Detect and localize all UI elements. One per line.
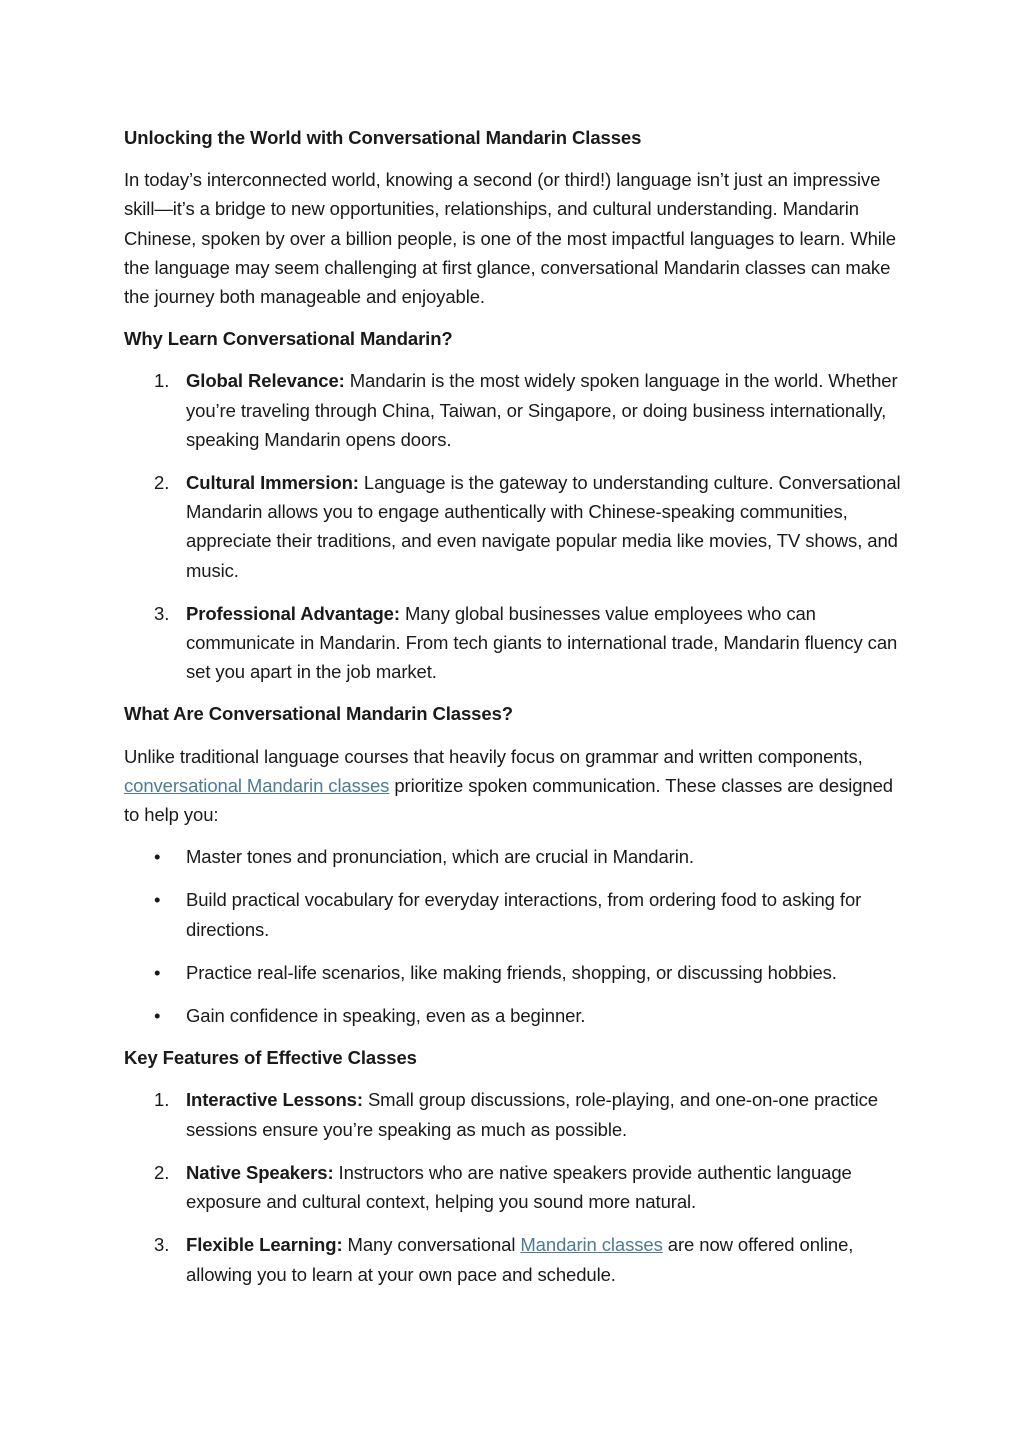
item-lead: Interactive Lessons: [186,1089,363,1111]
bullet-icon: • [154,889,161,911]
document-title: Unlocking the World with Conversational Mandarin Classes [124,127,642,148]
item-text: Many global businesses value employees who can communicate in Mandarin. From tech giants to international trade, Mandarin fluency can set you apart in the job market. [186,602,898,683]
item-lead: Global Relevance: [186,370,345,392]
item-lead: Flexible Learning: [186,1234,343,1256]
bullet-icon: • [154,1005,161,1027]
list-number: 2. [154,472,170,494]
item-lead: Cultural Immersion: [186,472,359,494]
list-item [124,1085,904,1143]
intro-paragraph: In today’s interconnected world, knowing a second (or third!) language isn’t just an impressive skill—it’s a bridge to new opportunities, relationships, and cultural understanding. Mandarin Chinese, spoken by over a billion people, is one of the most impactful languages to learn. While the language may seem challenging at first glance, conversational Mandarin classes can make the journey both manageable and enjoyable. [124,169,896,308]
list-number: 2. [154,1161,170,1183]
why-list [124,366,904,686]
bullet-text: Gain confidence in speaking, even as a beginner. [186,1005,586,1027]
item-lead: Native Speakers: [186,1161,334,1183]
bullet-icon: • [154,961,161,983]
bullet-text: Master tones and pronunciation, which are crucial in Mandarin. [186,846,694,868]
item-lead: Professional Advantage: [186,602,400,624]
item-text: Mandarin is the most widely spoken language in the world. Whether you’re traveling through China, Taiwan, or Singapore, or doing business internationally, speaking Mandarin opens doors. [186,370,898,450]
benefits-list [124,842,904,1030]
list-item [124,1158,904,1216]
item-text: Small group discussions, role-playing, and one-on-one practice sessions ensure you’re speaking as much as possible. [186,1089,878,1140]
mandarin-classes-link[interactable]: Mandarin classes [520,1234,663,1256]
list-item [124,1230,904,1288]
list-item [124,468,904,585]
item-text: are now offered online, allowing you to learn at your own pace and schedule. [186,1234,854,1285]
item-text: Language is the gateway to understanding culture. Conversational Mandarin allows you to engage authentically with Chinese-speaking communities, appreciate their traditions, and even navigate popular media like movies, TV shows, and music. [186,472,901,581]
what-paragraph [124,742,904,830]
what-text-before: Unlike traditional language courses that heavily focus on grammar and written components, [124,745,863,767]
features-list [124,1085,904,1288]
document-page [124,123,904,1302]
list-item [124,885,904,943]
bullet-icon: • [154,846,161,868]
list-number: 3. [154,1234,170,1256]
list-number: 1. [154,1089,170,1111]
what-heading: What Are Conversational Mandarin Classes? [124,703,513,725]
list-item [124,366,904,454]
item-text: Instructors who are native speakers provide authentic language exposure and cultural context, helping you sound more natural. [186,1161,852,1213]
list-number: 1. [154,370,170,392]
list-number: 3. [154,602,170,624]
features-heading: Key Features of Effective Classes [124,1047,417,1069]
why-heading: Why Learn Conversational Mandarin? [124,328,453,350]
conversational-mandarin-classes-link[interactable]: conversational Mandarin classes [124,774,390,796]
list-item [124,1001,904,1030]
list-item [124,958,904,987]
bullet-text: Build practical vocabulary for everyday interactions, from ordering food to asking for directions. [186,889,862,940]
bullet-text: Practice real-life scenarios, like making friends, shopping, or discussing hobbies. [186,961,837,983]
what-text-after: prioritize spoken communication. These classes are designed to help you: [124,774,893,826]
list-item [124,599,904,687]
item-text: Many conversational [342,1234,521,1256]
list-item [124,842,904,871]
